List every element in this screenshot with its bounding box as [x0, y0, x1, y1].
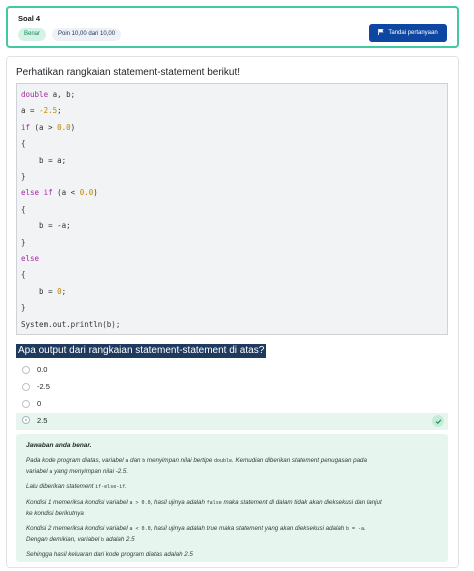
- text: dan: [128, 457, 143, 464]
- code-line: [21, 237, 26, 249]
- code-token: }: [21, 303, 26, 313]
- option-4[interactable]: [16, 413, 448, 430]
- text: , hasil ujinya adalah: [150, 499, 207, 506]
- option-2-label: -2.5: [37, 382, 50, 391]
- code-token: {: [21, 139, 26, 149]
- code-line: [21, 204, 26, 216]
- code-token: (a <: [52, 188, 80, 198]
- text: Kondisi 2 memeriksa kondisi variabel: [26, 525, 130, 532]
- code-line: [21, 105, 62, 117]
- option-3[interactable]: [16, 397, 448, 412]
- code-token: -2.5: [39, 106, 58, 116]
- code-inline: a: [125, 458, 129, 464]
- code-token: }: [21, 237, 26, 247]
- feedback-paragraph-4: [26, 524, 441, 545]
- code-line: [21, 155, 66, 167]
- question-number: Soal 4: [18, 14, 41, 23]
- code-line: [21, 220, 71, 232]
- code-line: [21, 319, 120, 331]
- text: , hasil ujinya adalah true maka statement yang akan dieksekusi adalah: [150, 525, 346, 532]
- code-token: ;: [57, 106, 62, 116]
- option-1[interactable]: [16, 363, 448, 378]
- code-line: [21, 89, 75, 101]
- text: .: [364, 525, 366, 532]
- option-4-label: 2.5: [37, 416, 48, 425]
- code-token: else if: [21, 188, 53, 198]
- code-token: if: [21, 122, 31, 132]
- feedback-panel: [16, 434, 448, 562]
- code-token: System.out.println(b);: [21, 319, 121, 329]
- code-token: double: [21, 90, 49, 99]
- code-inline: b: [142, 458, 146, 464]
- code-token: b =: [21, 286, 58, 296]
- code-line: [21, 269, 26, 281]
- feedback-paragraph-1: [26, 456, 441, 477]
- text: maka statement di dalam tidak akan dieksekusi dan lanjut: [221, 499, 382, 506]
- text: . Kemudian diberikan statement penugasan pada: [232, 457, 367, 464]
- code-inline: b = -a: [345, 526, 365, 532]
- code-inline: b: [100, 536, 104, 543]
- code-token: }: [21, 172, 26, 181]
- code-inline: a > 0.0: [129, 500, 151, 506]
- text: Dengan demikian, variabel: [26, 535, 101, 543]
- code-token: ): [70, 122, 76, 132]
- feedback-paragraph-3: [26, 498, 441, 518]
- code-token: (a >: [30, 122, 58, 132]
- code-block: [16, 83, 448, 335]
- flag-icon: [378, 29, 384, 37]
- code-inline: if-else-if: [95, 484, 126, 490]
- question-intro: Perhatikan rangkaian statement-statement berikut!: [16, 67, 241, 78]
- status-badge: Benar: [18, 28, 46, 41]
- text: adalah 2.5: [104, 535, 135, 543]
- flag-question-button[interactable]: [369, 24, 447, 42]
- code-token: 0.0: [79, 188, 94, 198]
- code-token: {: [21, 204, 26, 214]
- text: .: [125, 483, 127, 490]
- question-prompt: Apa output dari rangkaian statement-statement di atas?: [18, 345, 265, 356]
- code-token: ;: [61, 286, 67, 296]
- code-token: a =: [21, 106, 40, 116]
- option-1-radio[interactable]: [22, 366, 30, 374]
- code-inline: false: [206, 500, 222, 506]
- code-line: [21, 122, 75, 134]
- flag-question-label: Tandai pertanyaan: [388, 30, 438, 36]
- text: variabel: [26, 467, 50, 475]
- code-inline: a: [49, 468, 53, 475]
- code-inline: double: [214, 458, 233, 464]
- code-token: else: [21, 254, 40, 263]
- code-line: [21, 138, 26, 150]
- code-line: [21, 286, 66, 298]
- option-3-label: 0: [37, 399, 42, 408]
- points-badge: Poin 10,00 dari 10,00: [52, 28, 121, 41]
- code-line: [21, 187, 98, 199]
- code-line: [21, 302, 26, 314]
- code-token: 0: [57, 286, 62, 296]
- option-3-radio[interactable]: [22, 400, 30, 408]
- option-1-label: 0.0: [37, 365, 48, 374]
- code-token: a, b;: [48, 90, 76, 99]
- feedback-paragraph-2: [26, 482, 441, 493]
- question-info-panel: [6, 6, 459, 48]
- code-token: b = -a;: [21, 221, 71, 231]
- code-token: ): [93, 188, 98, 198]
- code-token: {: [21, 270, 26, 280]
- code-token: b = a;: [21, 155, 67, 165]
- question-card: [6, 56, 459, 568]
- text: Lalu diberikan statement: [26, 483, 96, 490]
- option-2-radio[interactable]: [22, 383, 30, 391]
- code-line: [21, 171, 26, 183]
- check-icon: [432, 415, 444, 427]
- text: ke kondisi berikutnya: [26, 509, 84, 517]
- option-2[interactable]: [16, 380, 448, 395]
- text: yang menyimpan nilai -2.5.: [52, 467, 129, 475]
- code-token: 0.0: [57, 122, 71, 132]
- text: Pada kode program diatas, variabel: [26, 457, 126, 464]
- feedback-paragraph-5: Sehingga hasil keluaran dari kode program diatas adalah 2.5: [26, 551, 193, 558]
- code-inline: a < 0.0: [129, 526, 151, 532]
- feedback-title: Jawaban anda benar.: [26, 442, 92, 449]
- option-4-radio[interactable]: [22, 416, 30, 424]
- code-line: [21, 253, 39, 265]
- text: menyimpan nilai bertipe: [145, 457, 214, 464]
- text: Kondisi 1 memeriksa kondisi variabel: [26, 499, 130, 506]
